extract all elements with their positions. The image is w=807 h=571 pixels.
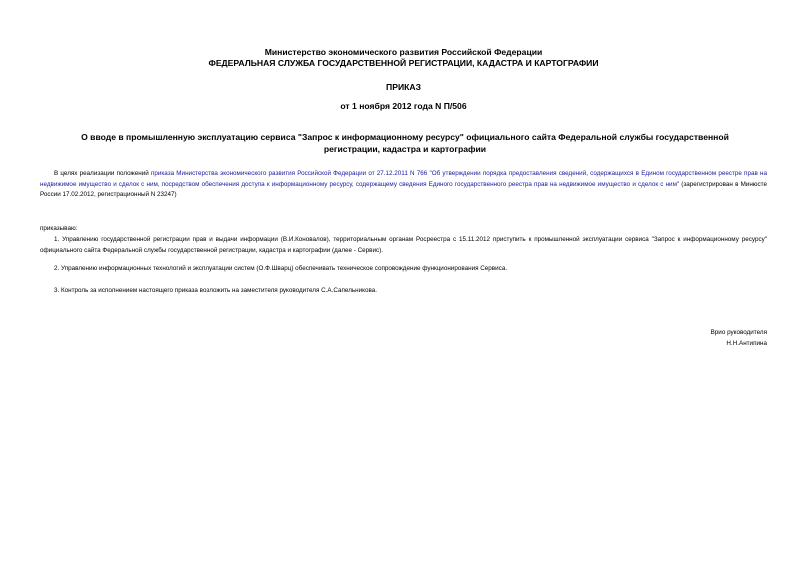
doc-date-number: от 1 ноября 2012 года N П/506	[340, 101, 467, 111]
preamble-lead: В целях реализации положений	[54, 170, 151, 177]
doc-type-heading: ПРИКАЗ	[386, 82, 421, 92]
preamble-tail: (зарегистрирован в Минюсте России 17.02.2012, регистрационный N 23247)	[40, 180, 767, 199]
document-title: О вводе в промышленную эксплуатацию сервиса "Запрос к информационному ресурсу" официального сайта Федеральной службы государственной регистрации, кадастра и картографии	[81, 132, 729, 154]
preamble-order-link[interactable]: приказа Министерства экономического развития Российской Федерации от 27.12.2011 N 766 "Об утверждении порядка предоставления сведений, содержащихся в Едином государственном реестре прав на недвижимое имущество и сделок с ним, посредством обеспечения доступа к информационному ресурсу, содержащему сведения Единого государственного реестра прав на недвижимое имущество и сделок с ним"	[40, 170, 767, 188]
order-word: приказываю:	[40, 225, 78, 232]
preamble-paragraph	[40, 169, 767, 201]
ministry-heading: Министерство экономического развития Российской Федерации	[264, 47, 543, 57]
order-item-1: 1. Управлению государственной регистрации прав и выдачи информации (В.И.Коновалов), территориальным органам Росреестра с 15.11.2012 приступить к промышленной эксплуатации сервиса "Запрос к информационному ресурсу" официального сайта Федеральной службы государственной регистрации, кадастра и картографии (далее - Сервис).	[40, 236, 767, 254]
signature-position: Врио руководителя	[710, 329, 767, 336]
order-item-2: 2. Управлению информационных технологий и эксплуатации систем (О.Ф.Шварц) обеспечивать техническое сопровождение функционирования Сервиса.	[54, 265, 508, 272]
order-item-3: 3. Контроль за исполнением настоящего приказа возложить на заместителя руководителя С.А.Сапельникова.	[54, 287, 378, 294]
signature-name: Н.Н.Антипина	[726, 340, 767, 347]
service-heading: ФЕДЕРАЛЬНАЯ СЛУЖБА ГОСУДАРСТВЕННОЙ РЕГИСТРАЦИИ, КАДАСТРА И КАРТОГРАФИИ	[208, 58, 599, 68]
